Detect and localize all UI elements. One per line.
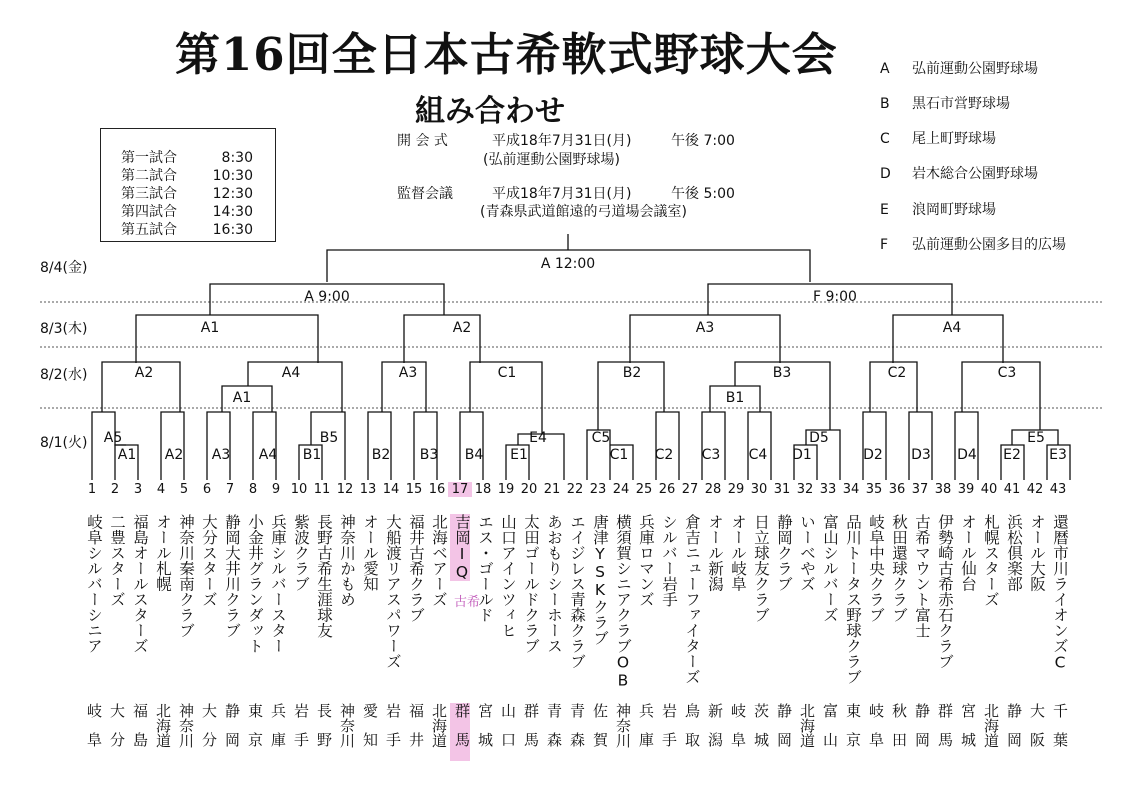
bracket-line bbox=[955, 412, 978, 480]
team-name: 岐阜シルバーシニア bbox=[85, 514, 103, 654]
game-semi-left: A 9:00 bbox=[304, 289, 350, 305]
team-number: 5 bbox=[179, 482, 189, 497]
game-r1: C1 bbox=[609, 447, 629, 463]
bracket-line bbox=[748, 412, 771, 480]
game-r2: B3 bbox=[772, 365, 792, 381]
game-r1: C2 bbox=[654, 447, 674, 463]
team-number: 23 bbox=[589, 482, 607, 497]
game-r3: A4 bbox=[942, 320, 962, 336]
game-r1: D1 bbox=[792, 447, 812, 463]
team-name: 長野古希生涯球友 bbox=[315, 514, 333, 638]
game-r1: B1 bbox=[302, 447, 322, 463]
bracket-line bbox=[136, 315, 318, 363]
team-prefecture: 岩手 bbox=[660, 703, 678, 761]
team-name: 大船渡リアスパワーズ bbox=[384, 514, 402, 669]
team-number: 30 bbox=[750, 482, 768, 497]
game-r1: B5 bbox=[319, 430, 339, 446]
team-name: 吉岡IQ bbox=[450, 514, 470, 581]
team-prefecture: 静岡 bbox=[223, 703, 241, 761]
team-name: 紫波クラブ bbox=[292, 514, 310, 592]
venue-item: B 黒石市営野球場 bbox=[880, 96, 1010, 112]
game-r2-pre: A1 bbox=[232, 390, 252, 406]
team-prefecture: 宮城 bbox=[476, 703, 494, 761]
game-r2: C1 bbox=[497, 365, 517, 381]
team-number: 12 bbox=[336, 482, 354, 497]
page-title: 第16回全日本古希軟式野球大会 bbox=[175, 28, 838, 81]
team-prefecture: 北海道 bbox=[982, 703, 1000, 748]
team-number: 35 bbox=[865, 482, 883, 497]
team-number: 16 bbox=[428, 482, 446, 497]
team-number: 15 bbox=[405, 482, 423, 497]
team-prefecture: 千葉 bbox=[1051, 703, 1069, 761]
game-r3: A1 bbox=[200, 320, 220, 336]
schedule-row: 第二試合 10:30 bbox=[121, 168, 253, 184]
team-prefecture: 岐阜 bbox=[867, 703, 885, 761]
team-number: 40 bbox=[980, 482, 998, 497]
team-number: 37 bbox=[911, 482, 929, 497]
schedule-row: 第一試合 8:30 bbox=[121, 150, 253, 166]
team-name: 静岡大井川クラブ bbox=[223, 514, 241, 638]
game-r1: D4 bbox=[957, 447, 977, 463]
team-name: 兵庫ロマンズ bbox=[637, 514, 655, 607]
team-number: 31 bbox=[773, 482, 791, 497]
team-number: 28 bbox=[704, 482, 722, 497]
team-name: エス・ゴールド bbox=[476, 514, 494, 623]
schedule-row: 第三試合 12:30 bbox=[121, 186, 253, 202]
team-prefecture: 神奈川 bbox=[614, 703, 632, 748]
team-name: 秋田還球クラブ bbox=[890, 514, 908, 623]
bracket-line bbox=[253, 412, 276, 480]
team-number: 27 bbox=[681, 482, 699, 497]
game-r1: E5 bbox=[1027, 430, 1045, 446]
venue-item: A 弘前運動公園野球場 bbox=[880, 61, 1038, 77]
ceremony-date: 平成18年7月31日(月) bbox=[492, 133, 632, 149]
team-name: シルバー岩手 bbox=[660, 514, 678, 607]
meeting-time: 午後 5:00 bbox=[671, 186, 735, 202]
team-name: 伊勢崎古希赤石クラブ bbox=[936, 514, 954, 669]
game-r1: C4 bbox=[748, 447, 768, 463]
team-prefecture: 北海道 bbox=[798, 703, 816, 748]
team-name: 山口アインツィヒ bbox=[499, 514, 517, 638]
game-r1: A3 bbox=[211, 447, 231, 463]
team-name: 富山シルバーズ bbox=[821, 514, 839, 623]
team-name: 小金井グランダット bbox=[246, 514, 264, 654]
team-number: 2 bbox=[110, 482, 120, 497]
team-name: 横須賀シニアクラブOB bbox=[614, 514, 632, 690]
team-name: エイジレス青森クラブ bbox=[568, 514, 586, 669]
team-prefecture: 東京 bbox=[844, 703, 862, 761]
team-name: オール仙台 bbox=[959, 514, 977, 592]
game-semi-right: F 9:00 bbox=[813, 289, 857, 305]
team-name: あおもりシーホース bbox=[545, 514, 563, 654]
venue-item: E 浪岡町野球場 bbox=[880, 202, 996, 218]
team-name: 古希マウント富士 bbox=[913, 514, 931, 638]
game-r1: E1 bbox=[510, 447, 528, 463]
team-prefecture: 新潟 bbox=[706, 703, 724, 761]
team-number: 1 bbox=[87, 482, 97, 497]
team-number: 33 bbox=[819, 482, 837, 497]
meeting-place: (青森県武道館遠的弓道場会議室) bbox=[480, 204, 687, 220]
game-r2: A3 bbox=[398, 365, 418, 381]
team-prefecture: 長野 bbox=[315, 703, 333, 761]
team-prefecture: 岐阜 bbox=[85, 703, 103, 761]
ceremony-label: 開 会 式 bbox=[397, 133, 448, 149]
game-r1: D3 bbox=[911, 447, 931, 463]
team-prefecture: 茨城 bbox=[752, 703, 770, 761]
team-name: 日立球友クラブ bbox=[752, 514, 770, 623]
team-number: 39 bbox=[957, 482, 975, 497]
team-number: 9 bbox=[271, 482, 281, 497]
bracket-line bbox=[311, 412, 345, 480]
team-number: 34 bbox=[842, 482, 860, 497]
team-prefecture: 北海道 bbox=[430, 703, 448, 748]
team-name: オール愛知 bbox=[361, 514, 379, 592]
team-name: 兵庫シルバースター bbox=[269, 514, 287, 654]
bracket-line bbox=[460, 412, 483, 480]
team-prefecture: 神奈川 bbox=[338, 703, 356, 748]
team-prefecture: 福島 bbox=[131, 703, 149, 761]
team-prefecture: 群馬 bbox=[936, 703, 954, 761]
bracket-line bbox=[368, 412, 391, 480]
team-name: 浜松倶楽部 bbox=[1005, 514, 1023, 592]
team-number: 18 bbox=[474, 482, 492, 497]
team-number: 41 bbox=[1003, 482, 1021, 497]
bracket-line bbox=[656, 412, 679, 480]
team-prefecture: 神奈川 bbox=[177, 703, 195, 748]
game-r2: A4 bbox=[281, 365, 301, 381]
team-number: 42 bbox=[1026, 482, 1044, 497]
team-name: 北海ベアーズ bbox=[430, 514, 448, 607]
team-prefecture: 岩手 bbox=[384, 703, 402, 761]
game-r2: A2 bbox=[134, 365, 154, 381]
game-r1: C3 bbox=[701, 447, 721, 463]
team-number: 14 bbox=[382, 482, 400, 497]
date-label-final: 8/4(金) bbox=[40, 260, 88, 276]
ceremony-time: 午後 7:00 bbox=[671, 133, 735, 149]
meeting-date: 平成18年7月31日(月) bbox=[492, 186, 632, 202]
team-prefecture: 宮城 bbox=[959, 703, 977, 761]
game-r3: A2 bbox=[452, 320, 472, 336]
team-number: 24 bbox=[612, 482, 630, 497]
game-r1: A2 bbox=[164, 447, 184, 463]
team-name: 福井古希クラブ bbox=[407, 514, 425, 623]
team-number: 8 bbox=[248, 482, 258, 497]
team-number: 32 bbox=[796, 482, 814, 497]
team-name: 福島オールスターズ bbox=[131, 514, 149, 654]
team-prefecture: 群馬 bbox=[522, 703, 540, 761]
team-prefecture: 愛知 bbox=[361, 703, 379, 761]
team-name: 神奈川秦南クラブ bbox=[177, 514, 195, 638]
game-r2: C2 bbox=[887, 365, 907, 381]
team-prefecture: 富山 bbox=[821, 703, 839, 761]
game-r1: B4 bbox=[464, 447, 484, 463]
team-name: 太田ゴールドクラブ bbox=[522, 514, 540, 654]
bracket-line bbox=[207, 412, 230, 480]
team-number: 26 bbox=[658, 482, 676, 497]
team-name: 札幌スターズ bbox=[982, 514, 1000, 607]
team-prefecture: 静岡 bbox=[775, 703, 793, 761]
game-r2: C3 bbox=[997, 365, 1017, 381]
team-number: 17 bbox=[448, 482, 472, 497]
ceremony-place: (弘前運動公園野球場) bbox=[483, 152, 620, 168]
team-prefecture: 青森 bbox=[545, 703, 563, 761]
game-r1: A4 bbox=[258, 447, 278, 463]
team-number: 25 bbox=[635, 482, 653, 497]
team-number: 10 bbox=[290, 482, 308, 497]
game-r1: D5 bbox=[809, 430, 829, 446]
team-prefecture: 福井 bbox=[407, 703, 425, 761]
page-subtitle: 組み合わせ bbox=[415, 94, 565, 129]
game-r1: A1 bbox=[117, 447, 137, 463]
date-label-day3: 8/3(木) bbox=[40, 321, 88, 337]
team-prefecture: 秋田 bbox=[890, 703, 908, 761]
game-r1: A5 bbox=[103, 430, 123, 446]
team-prefecture: 鳥取 bbox=[683, 703, 701, 761]
bracket-line bbox=[909, 412, 932, 480]
game-final: A 12:00 bbox=[540, 256, 596, 272]
date-label-day2: 8/2(水) bbox=[40, 367, 88, 383]
team-number: 20 bbox=[520, 482, 538, 497]
game-r2-pre: B1 bbox=[725, 390, 745, 406]
handwritten-note: 古希 bbox=[454, 595, 481, 610]
team-name: 神奈川かもめ bbox=[338, 514, 356, 607]
venue-item: C 尾上町野球場 bbox=[880, 131, 996, 147]
team-prefecture: 北海道 bbox=[154, 703, 172, 748]
game-r1: E3 bbox=[1049, 447, 1067, 463]
team-name: 岐阜中央クラブ bbox=[867, 514, 885, 623]
bracket-line bbox=[414, 412, 437, 480]
team-number: 19 bbox=[497, 482, 515, 497]
game-r1: C5 bbox=[591, 430, 611, 446]
team-number: 13 bbox=[359, 482, 377, 497]
team-name: 大分スターズ bbox=[200, 514, 218, 607]
team-prefecture: 青森 bbox=[568, 703, 586, 761]
team-prefecture: 大阪 bbox=[1028, 703, 1046, 761]
team-name: オール新潟 bbox=[706, 514, 724, 592]
team-name: いーべやズ bbox=[798, 514, 816, 592]
game-r1: E4 bbox=[529, 430, 547, 446]
venue-item: D 岩木総合公園野球場 bbox=[880, 166, 1038, 182]
team-name: 静岡クラブ bbox=[775, 514, 793, 592]
date-label-day1: 8/1(火) bbox=[40, 435, 88, 451]
team-prefecture: 兵庫 bbox=[269, 703, 287, 761]
game-r1: D2 bbox=[863, 447, 883, 463]
team-number: 38 bbox=[934, 482, 952, 497]
bracket-line bbox=[92, 412, 115, 480]
team-prefecture: 兵庫 bbox=[637, 703, 655, 761]
game-r1: E2 bbox=[1003, 447, 1021, 463]
team-name: オール岐阜 bbox=[729, 514, 747, 592]
team-name: 二豊スターズ bbox=[108, 514, 126, 607]
game-r2: B2 bbox=[622, 365, 642, 381]
venue-item: F 弘前運動公園多目的広場 bbox=[880, 237, 1066, 253]
team-prefecture: 岐阜 bbox=[729, 703, 747, 761]
team-name: 唐津YSKクラブ bbox=[591, 514, 609, 646]
team-number: 4 bbox=[156, 482, 166, 497]
team-prefecture: 山口 bbox=[499, 703, 517, 761]
game-r1: B3 bbox=[419, 447, 439, 463]
team-name: オール札幌 bbox=[154, 514, 172, 592]
team-number: 7 bbox=[225, 482, 235, 497]
team-number: 29 bbox=[727, 482, 745, 497]
team-prefecture: 群馬 bbox=[450, 703, 470, 761]
team-name: 品川トータス野球クラブ bbox=[844, 514, 862, 685]
team-prefecture: 東京 bbox=[246, 703, 264, 761]
game-r1: B2 bbox=[371, 447, 391, 463]
bracket-line bbox=[161, 412, 184, 480]
schedule-row: 第五試合 16:30 bbox=[121, 222, 253, 238]
meeting-label: 監督会議 bbox=[397, 186, 453, 202]
team-number: 3 bbox=[133, 482, 143, 497]
team-prefecture: 佐賀 bbox=[591, 703, 609, 761]
team-number: 21 bbox=[543, 482, 561, 497]
team-number: 11 bbox=[313, 482, 331, 497]
team-prefecture: 大分 bbox=[108, 703, 126, 761]
team-prefecture: 静岡 bbox=[913, 703, 931, 761]
team-number: 43 bbox=[1049, 482, 1067, 497]
schedule-row: 第四試合 14:30 bbox=[121, 204, 253, 220]
bracket-line bbox=[863, 412, 886, 480]
team-number: 6 bbox=[202, 482, 212, 497]
bracket-line bbox=[702, 412, 725, 480]
team-prefecture: 大分 bbox=[200, 703, 218, 761]
game-r3: A3 bbox=[695, 320, 715, 336]
team-name: 還暦市川ライオンズC bbox=[1051, 514, 1069, 672]
team-prefecture: 岩手 bbox=[292, 703, 310, 761]
team-number: 36 bbox=[888, 482, 906, 497]
team-prefecture: 静岡 bbox=[1005, 703, 1023, 761]
team-name: オール大阪 bbox=[1028, 514, 1046, 592]
team-name: 倉吉ニューファイターズ bbox=[683, 514, 701, 685]
team-number: 22 bbox=[566, 482, 584, 497]
